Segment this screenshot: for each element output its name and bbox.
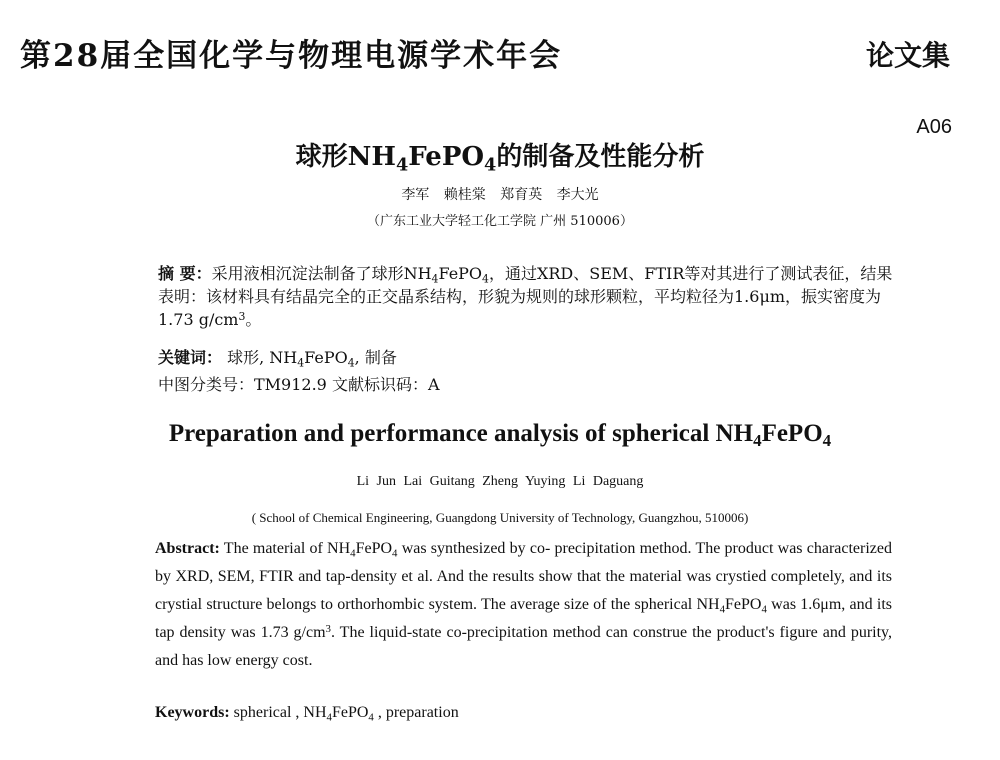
english-affiliation: ( School of Chemical Engineering, Guangdong University of Technology, Guangzhou, 510006) bbox=[251, 510, 749, 525]
english-authors: Li Jun Lai Guitang Zheng Yuying Li Daguang bbox=[356, 474, 644, 489]
chinese-abstract-label: 摘 要： bbox=[158, 264, 212, 283]
english-keywords: Keywords: spherical , $NH_4FePO_4$ , preparation bbox=[155, 704, 459, 724]
english-keywords-label: Keywords: bbox=[155, 704, 230, 721]
chinese-classification: 中图分类号：TM912.9 文献标识码：A bbox=[158, 375, 440, 394]
chinese-keywords-label: 关键词： bbox=[158, 348, 223, 367]
paper-code: A06 bbox=[916, 116, 952, 138]
chinese-title: 球形$NH_4FePO_4$的制备及性能分析 bbox=[295, 142, 705, 176]
chinese-authors: 李军 赖桂棠 郑育英 李大光 bbox=[401, 187, 599, 203]
chinese-affiliation: （广东工业大学轻工化工学院 广州 510006） bbox=[367, 214, 633, 229]
english-abstract-label: Abstract: bbox=[155, 540, 220, 557]
english-title: Preparation and performance analysis of spherical $NH_4FePO_4$ bbox=[168, 420, 832, 451]
chinese-abstract: 摘 要：采用液相沉淀法制备了球形$NH_4FePO_4$，通过XRD、SEM、FTIR等对其进行了测试表征，结果表明：该材料具有结晶完全的正交晶系结构，形貌为规则的球形颗粒，平均粒径为1.6μm，振实密度为 1.73 $g/cm^3$。 bbox=[158, 264, 893, 329]
collection-label: 论文集 bbox=[865, 39, 950, 72]
conference-header: 第28届全国化学与物理电源学术年会 bbox=[20, 38, 563, 74]
english-abstract: Abstract: The material of $NH_4FePO_4$ was synthesized by co- precipitation method. The product was characterized by XRD, SEM, FTIR and tap-density et al. And the results show that the material was crystied completely, and its crystial structure belongs to orthorhombic system. The average size of the spherical $NH_4FePO_4$ was 1.6μm, and its tap density was 1.73 $g/cm^3$. The liquid-state co-precipitation method can construe the product's figure and purity, and has low energy cost. bbox=[155, 540, 892, 669]
chinese-keywords: 关键词： 球形, $NH_4FePO_4$, 制备 bbox=[158, 348, 397, 370]
